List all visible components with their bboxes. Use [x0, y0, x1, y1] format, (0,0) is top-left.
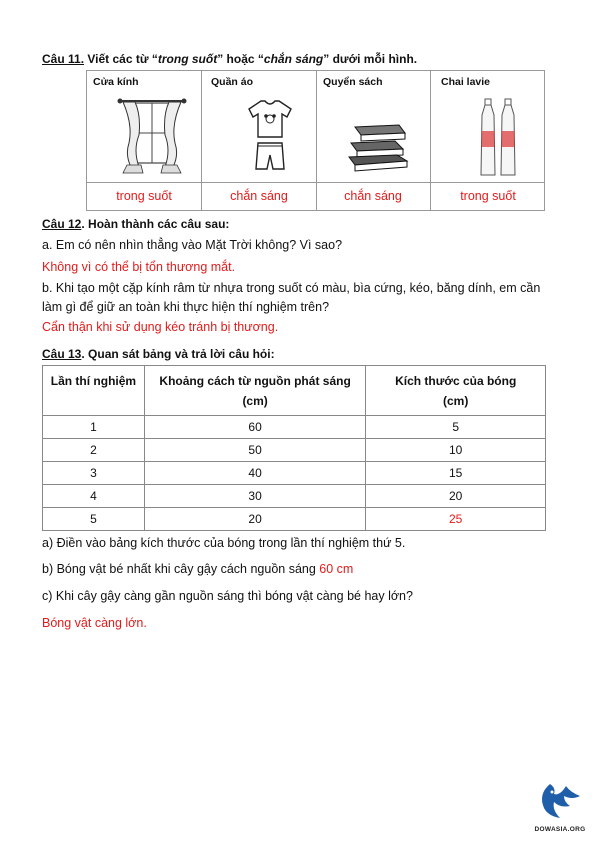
q12-a-answer: Không vì có thể bị tổn thương mắt. — [42, 260, 236, 274]
answer-cell: 25 — [366, 508, 546, 531]
q11-caption-books: Quyển sách — [323, 76, 383, 88]
site-logo — [530, 782, 590, 834]
q12-a-question: a. Em có nên nhìn thẳng vào Mặt Trời không? Vì sao? — [42, 238, 343, 252]
book-stack-icon — [345, 121, 413, 173]
q11-caption-bottles: Chai lavie — [441, 76, 491, 88]
table-row: 5 20 25 — [43, 508, 546, 531]
q13-heading: Câu 13. Quan sát bảng và trả lời câu hỏi: — [42, 347, 275, 361]
q11-answer-books: chắn sáng — [344, 189, 402, 203]
q12-b-question-line2: làm gì để giữ an toàn khi thực hiện thí nghiệm trên? — [42, 300, 330, 314]
q13-b-question: b) Bóng vật bé nhất khi cây gậy cách nguồn sáng 60 cm — [42, 562, 354, 576]
q11-answer-clothes: chắn sáng — [230, 189, 288, 203]
shirt-shorts-icon — [247, 99, 293, 177]
table-row: 1 60 5 — [43, 416, 546, 439]
q11-number: Câu 11. — [42, 52, 85, 66]
q12-b-answer: Cẩn thận khi sử dụng kéo tránh bị thương. — [42, 320, 279, 334]
q12-heading: Câu 12. Hoàn thành các câu sau: — [42, 217, 230, 231]
q11-caption-clothes: Quần áo — [211, 76, 254, 88]
q11-heading: Câu 11. Viết các từ “trong suốt” hoặc “chắn sáng” dưới mỗi hình. — [42, 52, 418, 66]
q13-b-answer: 60 cm — [315, 562, 354, 576]
q11-picture-table — [86, 70, 545, 211]
q13-a-question: a) Điền vào bảng kích thước của bóng trong lần thí nghiệm thứ 5. — [42, 536, 406, 550]
q11-answer-bottles: trong suốt — [460, 189, 516, 203]
header-trial: Lần thí nghiệm — [43, 366, 145, 416]
q13-c-answer: Bóng vật càng lớn. — [42, 616, 147, 630]
q12-number: Câu 12 — [42, 217, 82, 231]
logo-text: DOWASIA.ORG — [534, 826, 586, 833]
q11-caption-window: Cửa kính — [93, 76, 139, 88]
q11-answer-window: trong suốt — [116, 189, 172, 203]
window-curtain-icon — [117, 95, 187, 175]
table-row: 2 50 10 — [43, 439, 546, 462]
q13-number: Câu 13 — [42, 347, 82, 361]
table-header-row — [43, 366, 546, 416]
table-row: 3 40 15 — [43, 462, 546, 485]
table-row: 4 30 20 — [43, 485, 546, 508]
q13-c-question: c) Khi cây gậy càng gần nguồn sáng thì bóng vật càng bé hay lớn? — [42, 589, 413, 603]
q12-b-question-line1: b. Khi tạo một cặp kính râm từ nhựa trong suốt có màu, bìa cứng, kéo, băng dính, em cần — [42, 281, 541, 295]
header-shadow-size: Kích thước của bóng (cm) — [366, 366, 546, 416]
header-distance: Khoảng cách từ nguồn phát sáng (cm) — [144, 366, 366, 416]
water-bottles-icon — [479, 97, 519, 179]
bird-logo-icon — [530, 782, 590, 822]
q13-data-table — [42, 365, 546, 531]
